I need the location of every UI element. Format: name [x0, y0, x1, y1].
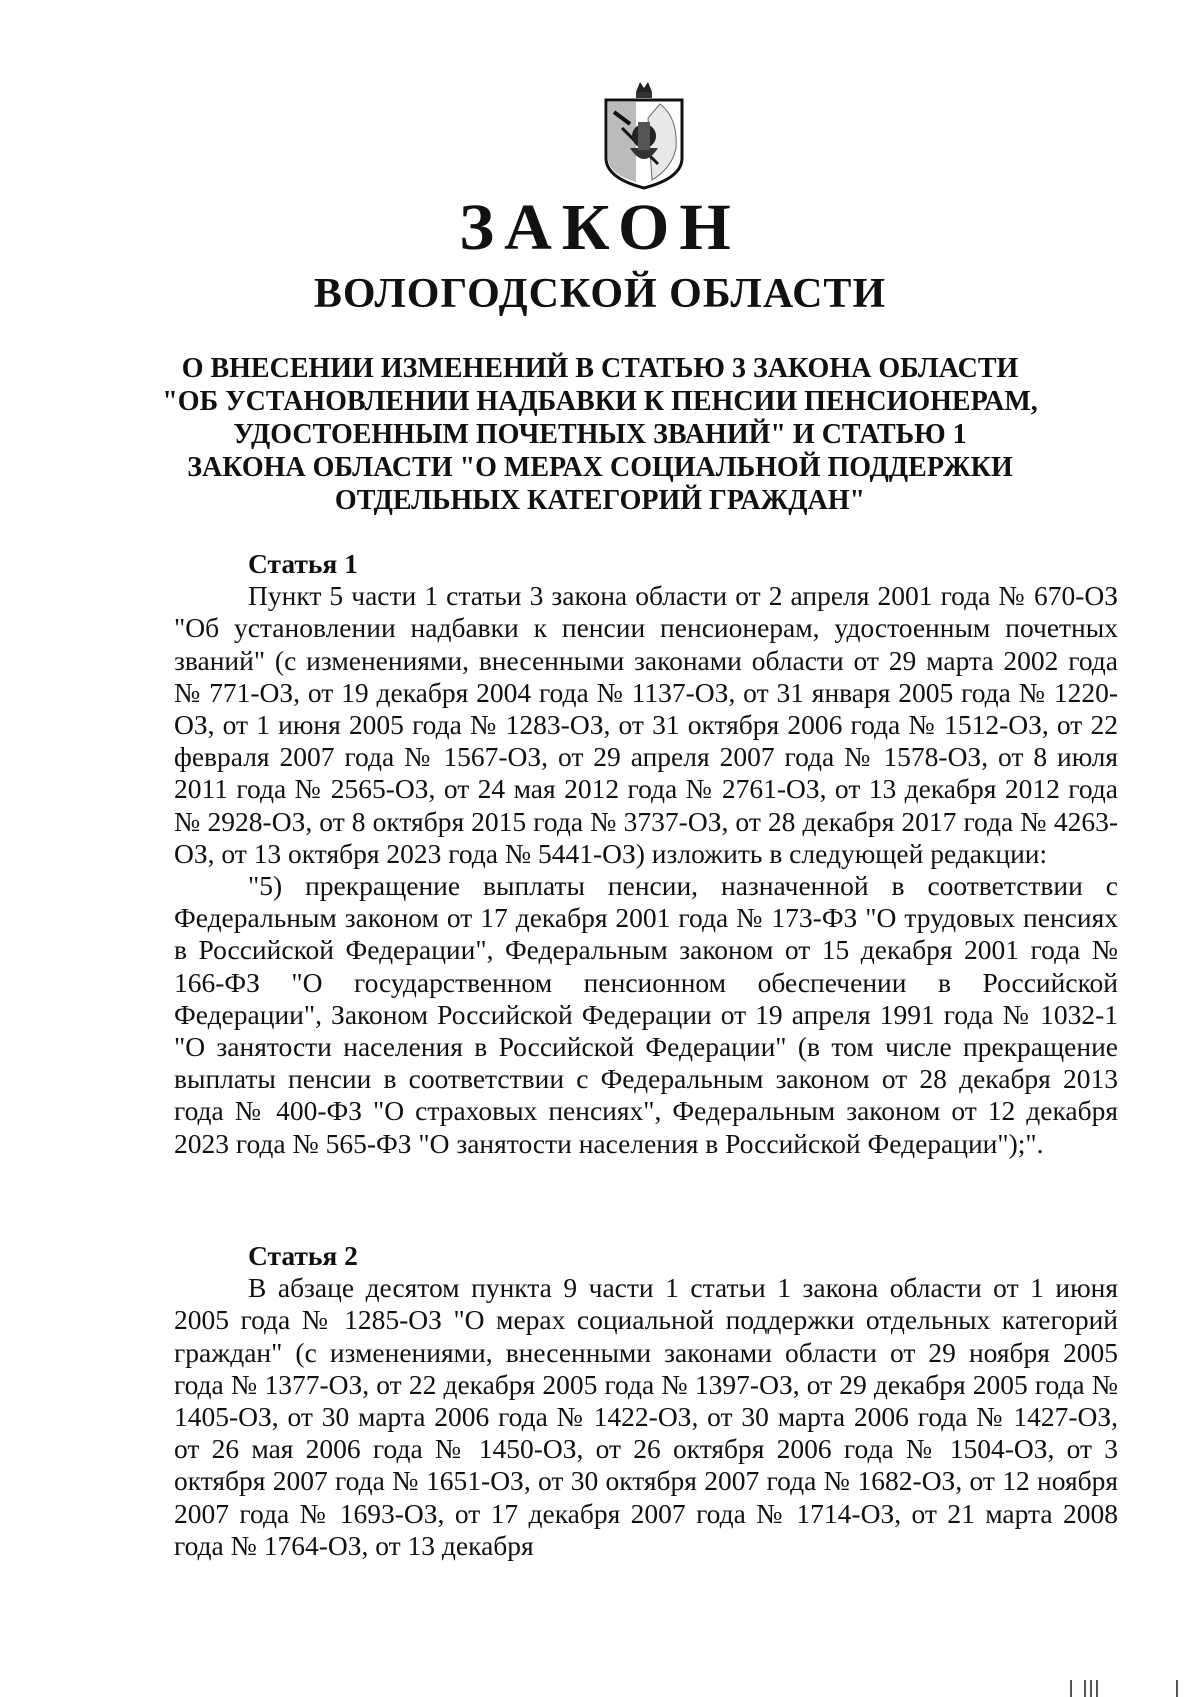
law-title: ЗАКОН [459, 191, 741, 264]
article-2 [174, 1240, 1118, 1562]
heading-line: "ОБ УСТАНОВЛЕНИИ НАДБАВКИ К ПЕНСИИ ПЕНСИОНЕРАМ, [162, 386, 1038, 417]
law-heading [150, 352, 1050, 517]
heading-line: ОТДЕЛЬНЫХ КАТЕГОРИЙ ГРАЖДАН" [334, 485, 866, 516]
article-2-paragraph-1: В абзаце десятом пункта 9 части 1 статьи 1 закона области от 1 июня 2005 года № 1285-ОЗ "О мерах социальной поддержки отдельных категорий граждан" (с изменениями, внесенными законами области от 29 ноября 2005 года № 1377-ОЗ, от 22 декабря 2005 года № 1397-ОЗ, от 29 декабря 2005 года № 1405-ОЗ, от 30 марта 2006 года № 1422-ОЗ, от 30 марта 2006 года № 1427-ОЗ, от 26 мая 2006 года № 1450-ОЗ, от 26 октября 2006 года № 1504-ОЗ, от 3 октября 2007 года № 1651-ОЗ, от 30 октября 2007 года № 1682-ОЗ, от 12 ноября 2007 года № 1693-ОЗ, от 17 декабря 2007 года № 1714-ОЗ, от 21 марта 2008 года № 1764-ОЗ, от 13 декабря [174, 1272, 1118, 1561]
article-1-paragraph-2: "5) прекращение выплаты пенсии, назначенной в соответствии с Федеральным законом от 17 декабря 2001 года № 173-ФЗ "О трудовых пенсиях в Российской Федерации", Федеральным законом от 15 декабря 2001 года № 166-ФЗ "О государственном пенсионном обеспечении в Российской Федерации", Законом Российской Федерации от 19 апреля 1991 года № 1032-1 "О занятости населения в Российской Федерации" (в том числе прекращение выплаты пенсии в соответствии с Федеральным законом от 28 декабря 2013 года № 400-ФЗ "О страховых пенсиях", Федеральным законом от 12 декабря 2023 года № 565-ФЗ "О занятости населения в Российской Федерации");". [174, 870, 1118, 1159]
region-subtitle: ВОЛОГОДСКОЙ ОБЛАСТИ [313, 271, 887, 317]
article-1-title: Статья 1 [248, 548, 358, 579]
article-1-paragraph-1: Пункт 5 части 1 статьи 3 закона области от 2 апреля 2001 года № 670-ОЗ "Об установлении надбавки к пенсии пенсионерам, удостоенным почетных званий" (с изменениями, внесенными законами области от 29 марта 2002 года № 771-ОЗ, от 19 декабря 2004 года № 1137-ОЗ, от 31 января 2005 года № 1220-ОЗ, от 1 июня 2005 года № 1283-ОЗ, от 31 октября 2006 года № 1512-ОЗ, от 22 февраля 2007 года № 1567-ОЗ, от 29 апреля 2007 года № 1578-ОЗ, от 8 июля 2011 года № 2565-ОЗ, от 24 мая 2012 года № 2761-ОЗ, от 13 декабря 2012 года № 2928-ОЗ, от 8 октября 2015 года № 3737-ОЗ, от 28 декабря 2017 года № 4263-ОЗ, от 13 октября 2023 года № 5441-ОЗ) изложить в следующей редакции: [174, 580, 1118, 869]
coat-of-arms-icon [600, 78, 688, 190]
scan-marks [1070, 1680, 1190, 1697]
article-2-title: Статья 2 [248, 1240, 358, 1271]
heading-line: О ВНЕСЕНИИ ИЗМЕНЕНИЙ В СТАТЬЮ 3 ЗАКОНА ОБЛАСТИ [181, 353, 1019, 384]
heading-line: УДОСТОЕННЫМ ПОЧЕТНЫХ ЗВАНИЙ" И СТАТЬЮ 1 [233, 419, 967, 450]
heading-line: ЗАКОНА ОБЛАСТИ "О МЕРАХ СОЦИАЛЬНОЙ ПОДДЕРЖКИ [187, 452, 1013, 483]
article-1 [174, 548, 1118, 1160]
